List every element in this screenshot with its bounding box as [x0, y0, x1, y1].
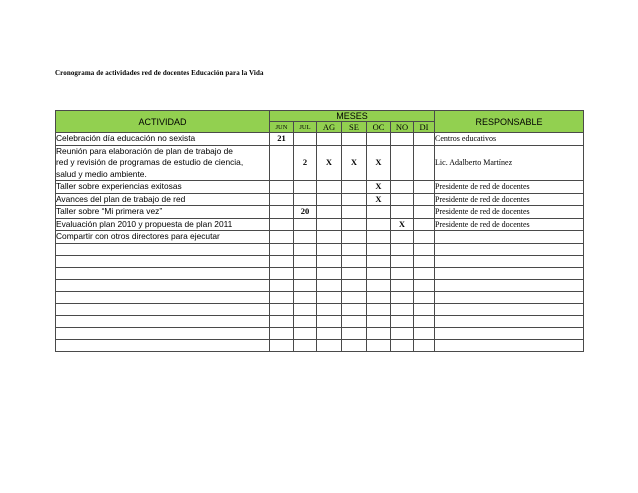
empty-cell — [294, 303, 317, 315]
empty-cell — [435, 303, 584, 315]
month-cell — [391, 145, 414, 181]
empty-cell — [435, 279, 584, 291]
month-cell — [367, 206, 391, 219]
month-cell — [391, 193, 414, 206]
header-meses: MESES — [270, 111, 435, 122]
empty-cell — [414, 291, 435, 303]
header-month-oc: OC — [367, 122, 391, 133]
empty-cell — [342, 279, 367, 291]
empty-row — [56, 315, 584, 327]
month-cell — [270, 145, 294, 181]
empty-cell — [391, 327, 414, 339]
activity-text: Compartir con otros directores para ejecutar — [56, 231, 220, 241]
empty-cell — [317, 255, 342, 267]
activity-text: Celebración día educación no sexista — [56, 133, 196, 143]
month-cell — [391, 231, 414, 244]
empty-cell — [414, 315, 435, 327]
empty-cell — [342, 255, 367, 267]
empty-row — [56, 243, 584, 255]
month-cell — [414, 218, 435, 231]
empty-cell — [391, 315, 414, 327]
responsible-cell: Lic. Adalberto Martínez — [435, 145, 584, 181]
empty-cell — [391, 255, 414, 267]
responsible-cell — [435, 231, 584, 244]
month-cell — [270, 231, 294, 244]
table-row — [56, 133, 584, 146]
month-cell — [342, 218, 367, 231]
month-cell: X — [317, 145, 342, 181]
month-cell — [367, 231, 391, 244]
activity-cell — [56, 206, 270, 219]
empty-row — [56, 327, 584, 339]
empty-cell — [270, 279, 294, 291]
empty-cell — [317, 315, 342, 327]
table-row — [56, 218, 584, 231]
empty-cell — [317, 303, 342, 315]
month-cell — [294, 193, 317, 206]
month-cell: 2 — [294, 145, 317, 181]
empty-cell — [342, 303, 367, 315]
table-body — [56, 133, 584, 352]
empty-cell — [414, 279, 435, 291]
empty-cell — [342, 327, 367, 339]
empty-cell — [270, 255, 294, 267]
empty-row — [56, 255, 584, 267]
empty-cell — [391, 243, 414, 255]
month-cell — [367, 133, 391, 146]
empty-cell — [270, 303, 294, 315]
empty-row — [56, 339, 584, 351]
activity-cell — [56, 133, 270, 146]
empty-cell — [317, 339, 342, 351]
empty-cell — [317, 279, 342, 291]
empty-cell — [435, 291, 584, 303]
empty-cell — [435, 339, 584, 351]
month-cell: 21 — [270, 133, 294, 146]
empty-cell — [56, 339, 270, 351]
month-cell — [414, 206, 435, 219]
month-cell — [317, 133, 342, 146]
month-cell — [294, 231, 317, 244]
empty-cell — [435, 315, 584, 327]
empty-cell — [414, 243, 435, 255]
month-cell — [367, 218, 391, 231]
table-row — [56, 181, 584, 194]
empty-cell — [367, 291, 391, 303]
empty-cell — [270, 291, 294, 303]
empty-cell — [294, 243, 317, 255]
month-cell: 20 — [294, 206, 317, 219]
empty-cell — [294, 279, 317, 291]
empty-cell — [294, 291, 317, 303]
month-cell — [294, 133, 317, 146]
month-cell — [317, 231, 342, 244]
empty-cell — [414, 339, 435, 351]
table-row — [56, 231, 584, 244]
responsible-cell: Presidente de red de docentes — [435, 181, 584, 194]
empty-cell — [367, 339, 391, 351]
activity-text: Evaluación plan 2010 y propuesta de plan 2011 — [56, 218, 233, 229]
month-cell — [317, 218, 342, 231]
month-cell — [414, 193, 435, 206]
month-cell — [342, 193, 367, 206]
header-month-jun: JUN — [270, 122, 294, 133]
activity-text: red y revisión de programas de estudio de ciencia, — [56, 157, 244, 167]
empty-cell — [414, 255, 435, 267]
empty-row — [56, 279, 584, 291]
month-cell: X — [367, 145, 391, 181]
header-responsable: RESPONSABLE — [435, 111, 584, 133]
month-cell: X — [391, 218, 414, 231]
responsible-cell: Centros educativos — [435, 133, 584, 146]
month-cell — [294, 218, 317, 231]
month-cell: X — [342, 145, 367, 181]
empty-cell — [435, 267, 584, 279]
month-cell — [391, 206, 414, 219]
month-cell — [414, 231, 435, 244]
empty-cell — [270, 327, 294, 339]
empty-cell — [342, 339, 367, 351]
month-cell — [270, 193, 294, 206]
empty-cell — [367, 267, 391, 279]
empty-cell — [435, 327, 584, 339]
empty-cell — [270, 243, 294, 255]
header-month-di: DI — [414, 122, 435, 133]
header-month-se: SE — [342, 122, 367, 133]
empty-cell — [317, 291, 342, 303]
responsible-cell: Presidente de red de docentes — [435, 218, 584, 231]
empty-cell — [56, 315, 270, 327]
empty-cell — [391, 279, 414, 291]
month-cell — [342, 133, 367, 146]
activity-text: Avances del plan de trabajo de red — [56, 193, 186, 204]
activity-text: Reunión para elaboración de plan de trabajo de — [56, 145, 233, 156]
empty-cell — [294, 267, 317, 279]
month-cell — [270, 218, 294, 231]
empty-cell — [56, 279, 270, 291]
empty-cell — [56, 255, 270, 267]
empty-cell — [391, 291, 414, 303]
empty-cell — [367, 303, 391, 315]
empty-row — [56, 303, 584, 315]
activity-text: Taller sobre “Mi primera vez” — [56, 206, 163, 216]
month-cell — [414, 145, 435, 181]
activity-cell — [56, 218, 270, 231]
empty-cell — [56, 327, 270, 339]
empty-cell — [317, 243, 342, 255]
month-cell — [342, 206, 367, 219]
empty-cell — [56, 291, 270, 303]
month-cell — [270, 181, 294, 194]
empty-cell — [414, 327, 435, 339]
empty-cell — [435, 255, 584, 267]
header-actividad: ACTIVIDAD — [56, 111, 270, 133]
activity-schedule-table — [55, 110, 584, 352]
month-cell — [270, 206, 294, 219]
month-cell — [391, 181, 414, 194]
header-month-jul: JUL — [294, 122, 317, 133]
month-cell: X — [367, 193, 391, 206]
empty-cell — [367, 243, 391, 255]
empty-cell — [294, 327, 317, 339]
activity-cell — [56, 231, 270, 244]
empty-cell — [56, 243, 270, 255]
empty-cell — [367, 315, 391, 327]
month-cell — [317, 181, 342, 194]
activity-text: salud y medio ambiente. — [56, 168, 147, 179]
month-cell — [294, 181, 317, 194]
empty-row — [56, 291, 584, 303]
table-row — [56, 145, 584, 181]
empty-cell — [270, 339, 294, 351]
empty-cell — [414, 267, 435, 279]
table-row — [56, 193, 584, 206]
empty-cell — [342, 315, 367, 327]
month-cell — [342, 231, 367, 244]
empty-cell — [435, 243, 584, 255]
month-cell — [317, 206, 342, 219]
header-month-no: NO — [391, 122, 414, 133]
empty-cell — [56, 303, 270, 315]
empty-cell — [270, 315, 294, 327]
empty-cell — [391, 303, 414, 315]
activity-cell — [56, 145, 270, 181]
responsible-cell: Presidente de red de docentes — [435, 206, 584, 219]
empty-cell — [294, 339, 317, 351]
activity-cell — [56, 181, 270, 194]
empty-cell — [367, 279, 391, 291]
empty-cell — [342, 267, 367, 279]
month-cell — [342, 181, 367, 194]
empty-cell — [367, 327, 391, 339]
month-cell — [391, 133, 414, 146]
empty-cell — [342, 243, 367, 255]
empty-cell — [56, 267, 270, 279]
empty-cell — [294, 315, 317, 327]
activity-cell — [56, 193, 270, 206]
month-cell: X — [367, 181, 391, 194]
month-cell — [414, 181, 435, 194]
empty-cell — [270, 267, 294, 279]
month-cell — [317, 193, 342, 206]
responsible-cell: Presidente de red de docentes — [435, 193, 584, 206]
empty-cell — [317, 327, 342, 339]
header-month-ag: AG — [317, 122, 342, 133]
empty-cell — [342, 291, 367, 303]
month-cell — [414, 133, 435, 146]
empty-cell — [367, 255, 391, 267]
empty-cell — [317, 267, 342, 279]
empty-cell — [391, 339, 414, 351]
empty-cell — [294, 255, 317, 267]
empty-cell — [391, 267, 414, 279]
empty-cell — [414, 303, 435, 315]
activity-text: Taller sobre experiencias exitosas — [56, 181, 182, 191]
table-row — [56, 206, 584, 219]
empty-row — [56, 267, 584, 279]
document-title: Cronograma de actividades red de docentes Educación para la Vida — [55, 69, 264, 77]
